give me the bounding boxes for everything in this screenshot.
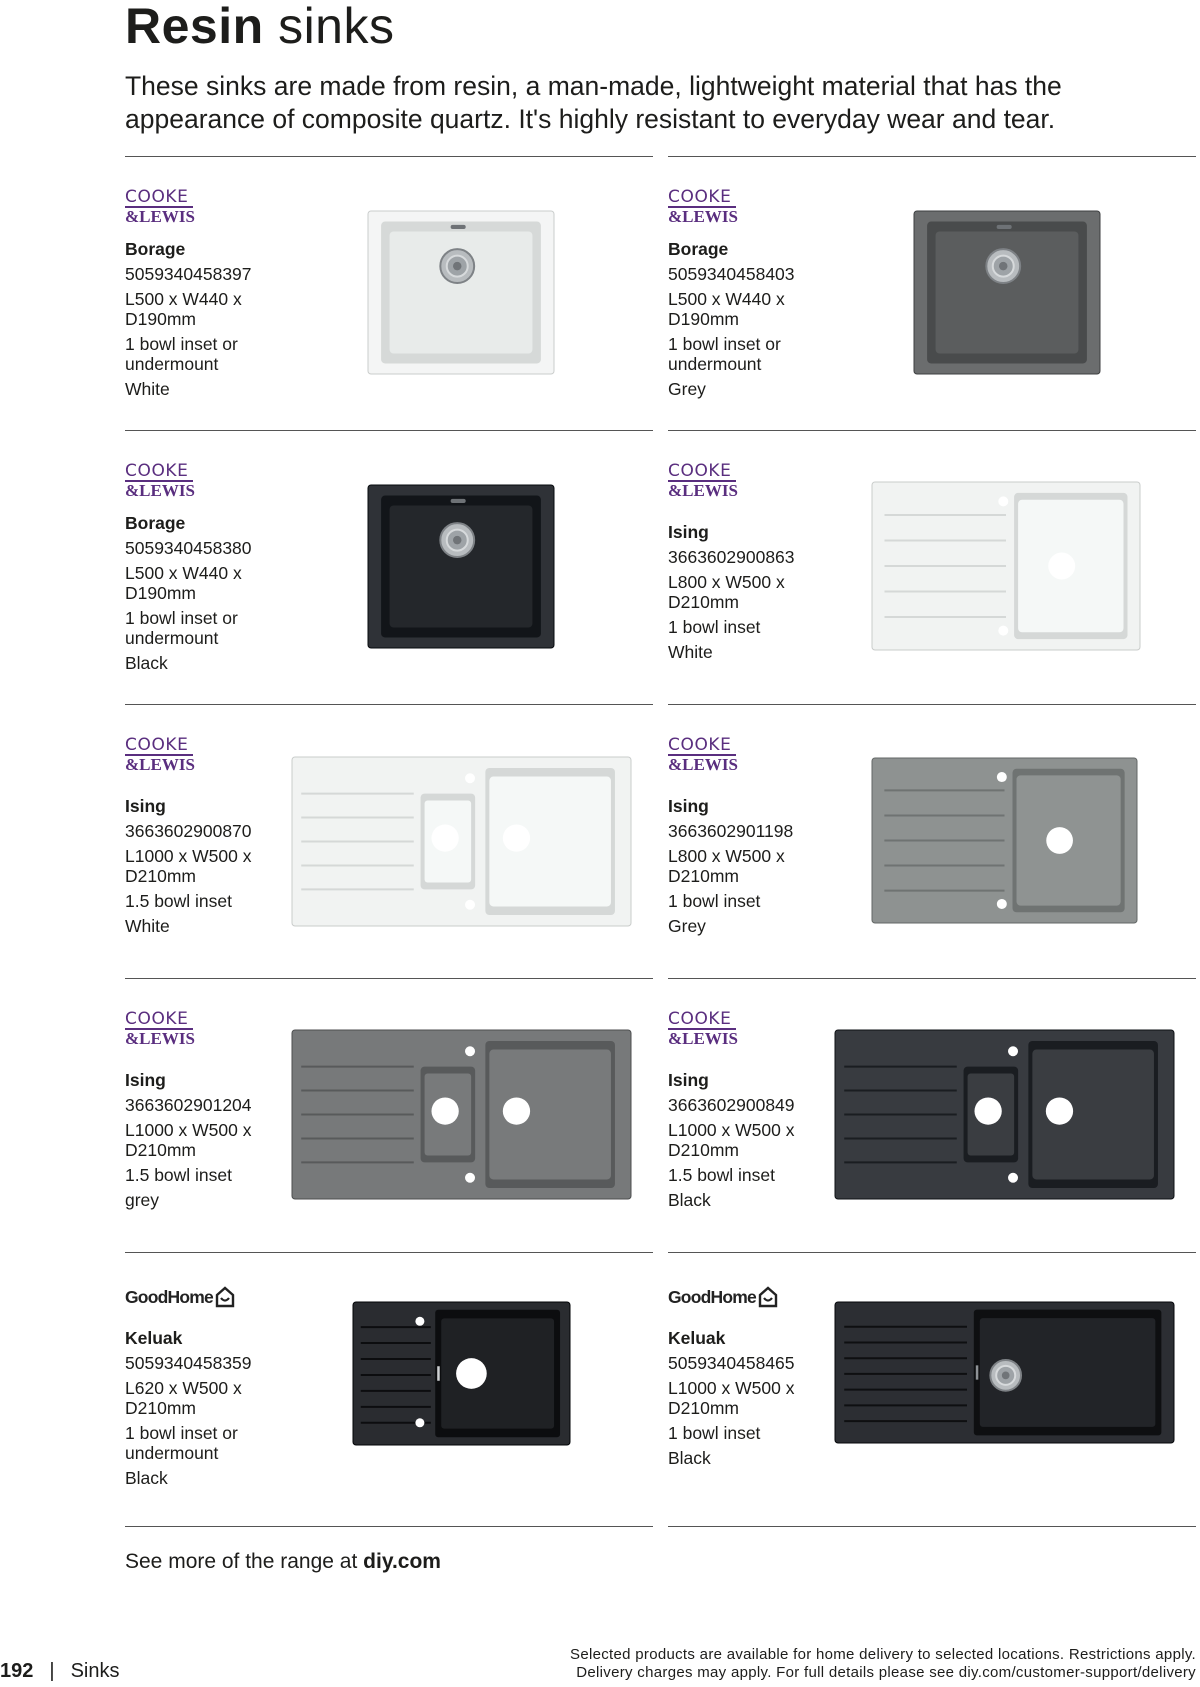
product-code: 5059340458465 [668,1353,795,1373]
product-info [125,239,325,404]
product-name: Keluak [125,1328,183,1348]
tap-hole [415,1418,424,1427]
waste-center [999,262,1007,270]
cooke-lewis-logo [668,1009,744,1048]
cooke-lewis-logo [668,187,744,226]
tap-hole [465,1046,475,1056]
page-number: 192 [0,1660,34,1682]
product-name: Ising [668,796,709,816]
sink-image [913,210,1101,375]
intro-text: These sinks are made from resin, a man-made, lightweight material that has the appearance of composite quartz. It's highly resistant to everyday wear and tear. [125,71,1062,134]
product-code: 5059340458359 [125,1353,252,1373]
product-info [125,513,325,678]
product-info [125,1328,325,1493]
product-dimensions: L800 x W500 x D210mm [668,572,785,612]
delivery-disclaimer: Selected products are available for home delivery to selected locations. Restrictions apply. Delivery charges may apply. For full details please see diy.com/customer-support/delivery [570,1646,1196,1681]
product-name: Ising [668,1070,709,1090]
cooke-lewis-logo [125,735,201,774]
sink-image [367,484,555,649]
cooke-lewis-logo [668,461,744,500]
product-type: 1.5 bowl inset [125,1165,233,1185]
sink-image [834,1029,1175,1200]
tap-hole [1008,1046,1018,1056]
product-type: 1 bowl inset [668,891,761,911]
product-type: 1 bowl inset [668,1423,761,1443]
product-dimensions: L800 x W500 x D210mm [668,846,785,886]
product-dimensions: L1000 x W500 x D210mm [668,1378,795,1418]
tap-hole [465,900,475,910]
product-name: Borage [668,239,729,259]
product-colour: Black [125,1468,168,1488]
product-colour: grey [125,1190,160,1210]
product-code: 3663602901204 [125,1095,252,1115]
cooke-lewis-wordmark: COOKE &LEWIS [668,1009,738,1048]
product-name: Keluak [668,1328,726,1348]
product-type: 1 bowl inset [668,617,761,637]
goodhome-wordmark: GoodHome [668,1286,756,1307]
product-colour: Black [125,653,168,673]
waste-hole [431,824,458,851]
sink-image [352,1301,571,1446]
cooke-lewis-logo [125,1009,201,1048]
tap-hole [997,772,1007,782]
cooke-lewis-wordmark: COOKE &LEWIS [125,187,195,226]
product-code: 3663602900870 [125,821,252,841]
page-folio [0,1660,119,1683]
page-title: Resin sinks [125,0,395,54]
product-name: Ising [668,522,709,542]
sink-image [871,481,1141,651]
section-name: Sinks [70,1660,120,1682]
product-colour: White [125,916,170,936]
product-name: Borage [125,239,186,259]
cooke-lewis-logo [668,735,744,774]
product-type: 1 bowl inset or undermount [125,1423,238,1463]
product-code: 5059340458403 [668,264,795,284]
divider [125,1526,653,1527]
divider [668,1526,1196,1527]
product-type: 1.5 bowl inset [125,891,233,911]
cooke-lewis-logo [125,187,201,226]
waste-hole [1046,827,1073,854]
product-colour: White [668,642,713,662]
tap-hole [465,773,475,783]
sink-image [291,1029,632,1200]
diy-link[interactable]: diy.com [363,1550,441,1573]
waste-hole [503,1097,530,1124]
product-dimensions: L1000 x W500 x D210mm [125,1120,252,1160]
overflow-slot [451,499,466,503]
tap-hole [998,496,1008,506]
product-type: 1 bowl inset or undermount [125,608,238,648]
waste-center [453,536,461,544]
sink-image [871,757,1138,924]
cooke-lewis-wordmark: COOKE &LEWIS [668,187,738,226]
sink-image [291,756,632,927]
goodhome-wordmark: GoodHome [125,1286,213,1307]
waste-center [1002,1372,1010,1380]
house-icon [215,1286,235,1308]
overflow-slot [976,1365,979,1379]
overflow-slot [437,1366,440,1381]
overflow-slot [997,225,1012,229]
product-info [668,522,868,667]
product-code: 3663602900849 [668,1095,795,1115]
folio-separator: | [49,1660,55,1682]
tap-hole [465,1173,475,1183]
tap-hole [998,626,1008,636]
product-code: 5059340458397 [125,264,252,284]
product-colour: Black [668,1448,711,1468]
cooke-lewis-wordmark: COOKE &LEWIS [668,461,738,500]
product-dimensions: L500 x W440 x D190mm [125,563,242,603]
cooke-lewis-wordmark: COOKE &LEWIS [668,735,738,774]
tap-hole [1008,1173,1018,1183]
product-dimensions: L1000 x W500 x D210mm [668,1120,795,1160]
cooke-lewis-logo [125,461,201,500]
product-colour: Grey [668,379,706,399]
house-icon [758,1286,778,1308]
tap-hole [997,899,1007,909]
goodhome-logo [125,1286,235,1308]
waste-hole [974,1097,1001,1124]
waste-hole [456,1358,487,1389]
goodhome-logo [668,1286,778,1308]
product-colour: Black [668,1190,711,1210]
product-colour: Grey [668,916,706,936]
product-code: 5059340458380 [125,538,252,558]
product-dimensions: L620 x W500 x D210mm [125,1378,242,1418]
waste-hole [431,1097,458,1124]
product-type: 1 bowl inset or undermount [668,334,781,374]
product-code: 3663602900863 [668,547,795,567]
waste-hole [1046,1097,1073,1124]
cooke-lewis-wordmark: COOKE &LEWIS [125,735,195,774]
sink-image [834,1301,1175,1444]
product-name: Borage [125,513,186,533]
waste-center [453,262,461,270]
sink-image [367,210,555,375]
overflow-slot [451,225,466,229]
waste-hole [1048,553,1075,580]
product-type: 1 bowl inset or undermount [125,334,238,374]
cooke-lewis-wordmark: COOKE &LEWIS [125,1009,195,1048]
cooke-lewis-wordmark: COOKE &LEWIS [125,461,195,500]
product-dimensions: L500 x W440 x D190mm [125,289,242,329]
waste-hole [503,824,530,851]
product-type: 1.5 bowl inset [668,1165,776,1185]
product-dimensions: L1000 x W500 x D210mm [125,846,252,886]
product-code: 3663602901198 [668,821,794,841]
product-colour: White [125,379,170,399]
tap-hole [415,1317,424,1326]
product-dimensions: L500 x W440 x D190mm [668,289,785,329]
product-name: Ising [125,796,166,816]
product-info [668,239,868,404]
product-name: Ising [125,1070,166,1090]
product-info [668,796,868,941]
see-more-text: See more of the range at diy.com [125,1550,441,1573]
